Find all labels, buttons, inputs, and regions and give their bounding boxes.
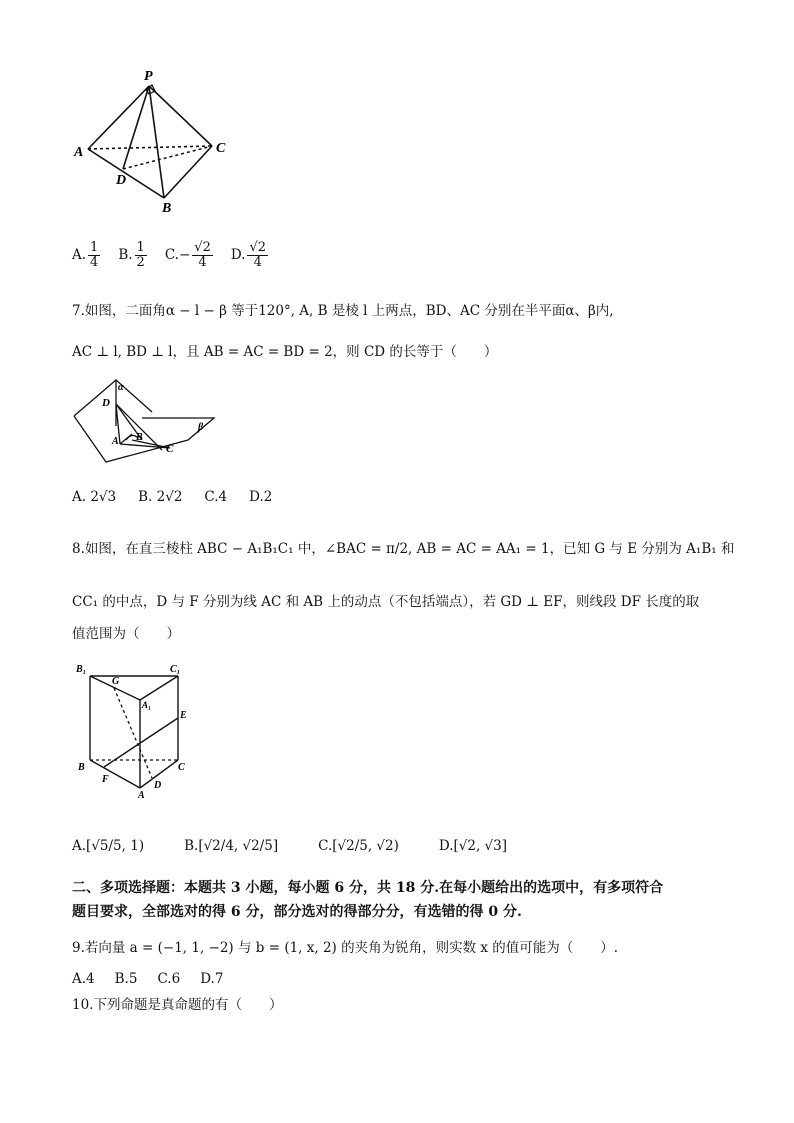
q7-line2: AC ⊥ l, BD ⊥ l，且 AB = AC = BD = 2，则 CD 的长等于（ ） xyxy=(72,344,498,360)
label-A8: A xyxy=(138,790,145,800)
q6-option-c: C.− $\frac{√2}{4}$ xyxy=(164,240,211,270)
dihedral-figure xyxy=(72,378,222,466)
label-A7: A xyxy=(112,436,119,447)
label-P: P xyxy=(144,69,153,84)
q9-option-d: D.7 xyxy=(200,971,224,987)
q9-option-c: C.6 xyxy=(157,971,181,987)
q8-line3: 值范围为（ ） xyxy=(72,626,180,642)
label-A: A xyxy=(74,145,84,160)
q9-stem: 9.若向量 a = (−1, 1, −2) 与 b = (1, x, 2) 的夹角为锐角，则实数 x 的值可能为（ ）. xyxy=(72,940,619,956)
q7-options xyxy=(72,489,290,505)
q6-option-d: D. $\frac{√2}{4}$ xyxy=(230,240,267,270)
q9-option-b: B.5 xyxy=(114,971,138,987)
label-F: F xyxy=(102,774,109,785)
q6-option-b: B. $\frac{1}{2}$ xyxy=(118,240,145,270)
label-B7: B xyxy=(136,432,143,443)
label-D7: D xyxy=(102,397,110,409)
q6-option-a: A. $\frac{1}{4}$ xyxy=(72,240,99,270)
label-G: G xyxy=(112,676,120,687)
label-B1: B₁ xyxy=(76,664,87,675)
q8-line2: CC₁ 的中点，D 与 F 分别为线 AC 和 AB 上的动点（不包括端点），若 GD ⊥ EF，则线段 DF 长度的取 xyxy=(72,594,700,610)
q7-option-d: D.2 xyxy=(249,489,273,505)
q8-options xyxy=(72,838,525,854)
label-E: E xyxy=(180,710,187,721)
label-D: D xyxy=(116,173,127,188)
q8-option-c: C. [√2/5, √2) xyxy=(318,838,399,854)
q8-option-b: B. [√2/4, √2/5] xyxy=(184,838,279,854)
q7-option-a: A. 2√3 xyxy=(72,489,117,505)
q9-options xyxy=(72,971,241,987)
label-C: C xyxy=(216,141,226,156)
prism-figure xyxy=(74,660,194,800)
label-alpha: α xyxy=(118,382,124,393)
q10-stem: 10.下列命题是真命题的有（ ） xyxy=(72,997,283,1013)
q8-option-d: D. [√2, √3] xyxy=(438,838,508,854)
label-C7: C xyxy=(166,443,174,455)
label-C1: C₁ xyxy=(170,664,181,675)
section2-heading: 二、多项选择题：本题共 3 小题，每小题 6 分，共 18 分.在每小题给出的选项中，有多项符合 题目要求，全部选对的得 6 分，部分选对的得部分分，有选错的得 0 分. xyxy=(72,880,664,920)
label-B8: B xyxy=(78,762,85,773)
label-C8: C xyxy=(178,762,185,773)
label-B: B xyxy=(162,201,172,214)
label-D8: D xyxy=(154,780,162,791)
q7-line1: 7.如图，二面角α − l − β 等于120°, A, B 是棱 l 上两点，BD、AC 分别在半平面α、β内, xyxy=(72,303,614,319)
q8-option-a: A. [√5/5, 1) xyxy=(72,838,145,854)
label-A1: A₁ xyxy=(142,700,152,710)
q7-option-b: B. 2√2 xyxy=(138,489,183,505)
q8-line1: 8.如图，在直三棱柱 ABC − A₁B₁C₁ 中，∠BAC = π/2, AB = AC = AA₁ = 1，已知 G 与 E 分别为 A₁B₁ 和 xyxy=(72,541,735,557)
q6-options xyxy=(72,241,286,269)
q9-option-a: A.4 xyxy=(72,971,95,987)
q7-option-c: C.4 xyxy=(204,489,228,505)
label-beta: β xyxy=(198,422,204,433)
tetrahedron-figure xyxy=(70,66,240,214)
